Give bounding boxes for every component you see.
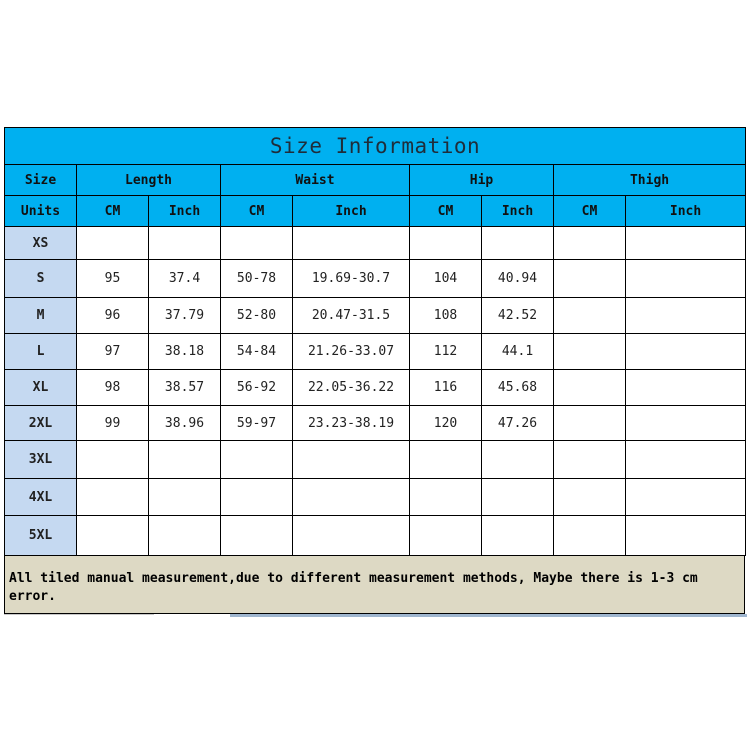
table-cell <box>149 516 221 556</box>
table-cell <box>149 227 221 260</box>
table-row <box>5 406 746 441</box>
size-table <box>4 127 746 556</box>
table-cell <box>77 227 149 260</box>
table-cell <box>149 441 221 479</box>
unit-header: CM <box>410 196 482 227</box>
table-cell <box>293 479 410 516</box>
table-cell: 42.52 <box>482 298 554 334</box>
table-cell: 98 <box>77 370 149 406</box>
title-row <box>5 128 746 165</box>
table-cell: 44.1 <box>482 334 554 370</box>
table-cell <box>221 479 293 516</box>
table-row <box>5 479 746 516</box>
table-cell: 19.69-30.7 <box>293 260 410 298</box>
table-row <box>5 441 746 479</box>
table-cell: 23.23-38.19 <box>293 406 410 441</box>
size-header: Size <box>5 165 77 196</box>
size-chart <box>4 127 745 614</box>
table-cell: 50-78 <box>221 260 293 298</box>
table-cell <box>482 227 554 260</box>
unit-header: Inch <box>149 196 221 227</box>
table-cell <box>626 260 746 298</box>
table-cell: 56-92 <box>221 370 293 406</box>
table-cell <box>626 479 746 516</box>
unit-header: Inch <box>626 196 746 227</box>
table-cell <box>554 334 626 370</box>
unit-header: CM <box>221 196 293 227</box>
length-header: Length <box>77 165 221 196</box>
table-cell <box>482 516 554 556</box>
table-cell <box>410 441 482 479</box>
table-cell <box>554 260 626 298</box>
table-cell: 21.26-33.07 <box>293 334 410 370</box>
table-cell <box>293 516 410 556</box>
table-cell: 38.96 <box>149 406 221 441</box>
table-cell <box>626 441 746 479</box>
unit-header: CM <box>554 196 626 227</box>
table-cell <box>626 298 746 334</box>
table-row <box>5 227 746 260</box>
units-label: Units <box>5 196 77 227</box>
table-cell: 97 <box>77 334 149 370</box>
size-label: M <box>5 298 77 334</box>
unit-header: CM <box>77 196 149 227</box>
table-cell <box>482 479 554 516</box>
table-cell <box>221 441 293 479</box>
table-row <box>5 260 746 298</box>
group-header-row <box>5 165 746 196</box>
size-label: 3XL <box>5 441 77 479</box>
size-label: XL <box>5 370 77 406</box>
waist-header: Waist <box>221 165 410 196</box>
size-label: 4XL <box>5 479 77 516</box>
table-cell: 95 <box>77 260 149 298</box>
unit-header: Inch <box>293 196 410 227</box>
table-cell: 99 <box>77 406 149 441</box>
table-cell <box>221 227 293 260</box>
table-row <box>5 516 746 556</box>
table-cell <box>554 370 626 406</box>
table-cell <box>554 441 626 479</box>
table-cell: 38.18 <box>149 334 221 370</box>
table-cell: 96 <box>77 298 149 334</box>
size-label: L <box>5 334 77 370</box>
table-cell: 47.26 <box>482 406 554 441</box>
table-row <box>5 370 746 406</box>
measurement-note: All tiled manual measurement,due to different measurement methods, Maybe there is 1-3 cm error. <box>4 556 745 614</box>
divider <box>230 614 747 617</box>
table-row <box>5 334 746 370</box>
table-cell: 108 <box>410 298 482 334</box>
table-cell <box>626 334 746 370</box>
table-cell <box>293 227 410 260</box>
table-cell <box>293 441 410 479</box>
table-cell: 59-97 <box>221 406 293 441</box>
table-cell: 116 <box>410 370 482 406</box>
size-label: S <box>5 260 77 298</box>
table-cell: 45.68 <box>482 370 554 406</box>
table-cell: 54-84 <box>221 334 293 370</box>
table-cell: 104 <box>410 260 482 298</box>
table-cell <box>77 441 149 479</box>
table-cell <box>554 516 626 556</box>
table-cell <box>77 479 149 516</box>
table-cell: 22.05-36.22 <box>293 370 410 406</box>
table-cell: 20.47-31.5 <box>293 298 410 334</box>
unit-header: Inch <box>482 196 554 227</box>
table-cell <box>554 227 626 260</box>
table-cell: 40.94 <box>482 260 554 298</box>
table-cell <box>221 516 293 556</box>
table-cell <box>554 298 626 334</box>
table-cell <box>149 479 221 516</box>
chart-title: Size Information <box>5 128 746 165</box>
table-cell <box>626 370 746 406</box>
size-label: XS <box>5 227 77 260</box>
table-cell <box>626 406 746 441</box>
table-cell <box>554 479 626 516</box>
table-cell <box>626 227 746 260</box>
table-cell <box>482 441 554 479</box>
table-row <box>5 298 746 334</box>
table-cell: 112 <box>410 334 482 370</box>
table-cell <box>410 227 482 260</box>
table-cell <box>410 479 482 516</box>
divider <box>4 614 154 615</box>
hip-header: Hip <box>410 165 554 196</box>
table-cell: 120 <box>410 406 482 441</box>
size-label: 5XL <box>5 516 77 556</box>
table-cell <box>77 516 149 556</box>
table-cell <box>554 406 626 441</box>
table-cell <box>626 516 746 556</box>
size-label: 2XL <box>5 406 77 441</box>
table-cell: 38.57 <box>149 370 221 406</box>
table-cell: 37.79 <box>149 298 221 334</box>
thigh-header: Thigh <box>554 165 746 196</box>
table-cell: 37.4 <box>149 260 221 298</box>
table-cell: 52-80 <box>221 298 293 334</box>
units-header-row <box>5 196 746 227</box>
table-cell <box>410 516 482 556</box>
